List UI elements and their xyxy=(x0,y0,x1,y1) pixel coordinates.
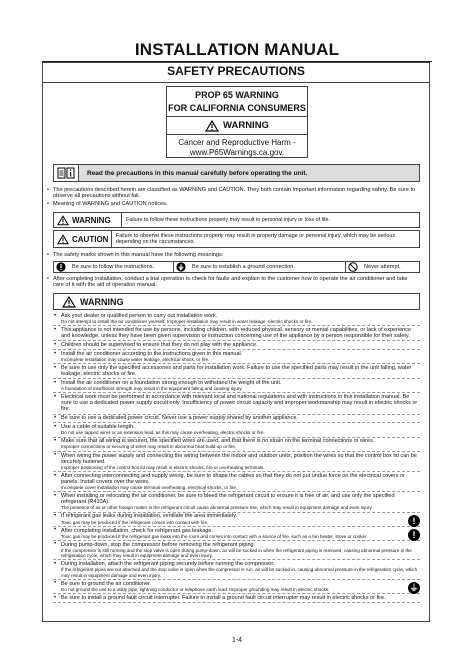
warning-item-detail: Do not attempt to install the air conditioner yourself. Improper installation may result in water leakage, electric shocks or fire. xyxy=(61,318,313,324)
warning-item-main: • Children should be supervised to ensure that they do not play with the appliance. xyxy=(61,341,258,348)
read-notice-bar xyxy=(53,164,420,182)
section-rule xyxy=(42,82,430,83)
warning-item xyxy=(53,560,420,579)
warning-item xyxy=(53,341,420,350)
warning-item-main: • Install the air conditioner according to the instructions given in this manual. xyxy=(61,350,243,357)
definition-caution-word: CAUTION xyxy=(72,234,109,244)
warning-item-main: • When installing or relocating the air conditioner, be sure to bleed the refrigerant circuit to ensure it is free of air, and use only the specified refrigerant (R410A). xyxy=(61,493,395,506)
warning-item xyxy=(53,350,420,364)
manual-info-icon xyxy=(54,165,79,181)
warning-item-detail: If the compressor is still running and the stop valve is open during pump-down, air will be sucked in when the refrigerant piping is removed, causing abnormal pressure in the refrigeration cycle, which may result in equipment damage and even injury. xyxy=(61,547,412,559)
prop65-line1: PROP 65 WARNING xyxy=(195,90,279,100)
warning-item xyxy=(53,312,420,326)
warning-item-detail: Incomplete installation may cause water leakage, electrical shock, or fire. xyxy=(61,356,210,362)
warning-item-main: • When wiring the power supply and connecting the wiring between the indoor and outdoor units, position the wires so that the control box lid can be securely fastened. xyxy=(61,452,417,465)
mark-follow-text: Be sure to follow the instructions. xyxy=(72,264,155,270)
warning-item-detail: Toxic gas may be produced if the refrigerant comes into contact with fire. xyxy=(61,519,209,525)
warning-item xyxy=(53,541,420,560)
mark-never xyxy=(346,262,419,272)
warning-item-main: • Make sure that all wiring is secured, the specified wires are used, and that there is no strain on the terminal connections or wires. xyxy=(61,438,375,445)
mark-ground xyxy=(174,262,346,272)
exclamation-circle-icon xyxy=(56,262,66,272)
warning-item xyxy=(53,438,420,452)
prop65-warning-label: WARNING xyxy=(223,120,269,131)
warning-item-detail: If the refrigerant pipes are not attached and the stop valve is open when the compressor is run, air will be sucked in, causing abnormal pressure in the refrigeration cycle, which may result in equipment damage and even injury. xyxy=(61,567,418,578)
warning-item xyxy=(53,472,420,492)
definition-caution-text: Failure to observe these instructions properly may result in property damage or personal injury, which may be serious depending on the circumstances. xyxy=(115,232,396,245)
warning-item-main: • Be sure to use only the specified accessories and parts for installation work. Failure to use the specified parts may result in the unit falling, water leakage, electric shocks or fire. xyxy=(61,365,412,378)
warning-item xyxy=(53,513,420,527)
warning-item-main: • Be sure to install a ground fault circuit interrupter. Failure to install a ground fault circuit interrupter may result in electric shocks or fire. xyxy=(61,594,386,601)
ground-icon: ⏚ xyxy=(409,583,419,594)
prop65-text1: Cancer and Reproductive Harm - xyxy=(178,138,296,147)
intro-bullet-2: • Meaning of WARNING and CAUTION notices. xyxy=(53,201,418,207)
definition-warning-row xyxy=(53,212,420,228)
manual-title: INSTALLATION MANUAL xyxy=(134,40,340,59)
warning-item xyxy=(53,326,420,341)
prop65-line2: FOR CALIFORNIA CONSUMERS xyxy=(168,103,306,113)
warning-triangle-icon xyxy=(57,215,69,226)
warning-item xyxy=(53,492,420,512)
warning-item-detail: Do not use tapped wires or an extension lead, as this may cause overheating, electric shocks or fire. xyxy=(61,430,265,436)
warning-heading-text: WARNING xyxy=(80,296,124,307)
warning-item-main: • After connecting interconnecting and supply wiring, be sure to shape the cables so that they do not put undue force on the electrical covers or panels. Install covers over the wires. xyxy=(61,472,405,485)
prohibited-icon xyxy=(348,262,358,272)
warning-item xyxy=(53,527,420,541)
warning-triangle-icon xyxy=(205,120,219,132)
warning-list xyxy=(53,312,420,603)
exclamation-circle-icon: ! xyxy=(408,515,420,527)
prop65-box xyxy=(166,86,308,158)
warning-heading-bar xyxy=(53,293,420,310)
warning-item-detail: Improper positioning of the control box lid may result in electric shocks, fire or overheating terminals. xyxy=(61,464,265,470)
mark-follow xyxy=(54,262,174,272)
warning-item-main: • Be sure to ground the air conditioner. xyxy=(61,580,152,587)
read-notice-text: Read the precautions in this manual carefully before operating the unit. xyxy=(87,169,308,177)
warning-item-detail: A foundation of insufficient strength may result in the equipment falling and causing injury. xyxy=(61,386,243,392)
warning-item-main: • During installation, attach the refrigerant piping securely before running the compressor. xyxy=(61,561,275,568)
prop65-warning-bar xyxy=(167,116,307,135)
warning-item-main: • During pump-down, stop the compressor before removing the refrigerant piping. xyxy=(61,541,256,548)
mark-ground-text: Be sure to establish a ground connection. xyxy=(192,264,295,270)
warning-item xyxy=(53,452,420,472)
definition-warning-label xyxy=(54,213,122,227)
marks-intro: • The safety marks shown in this manual have the following meanings: xyxy=(53,252,418,258)
warning-item xyxy=(53,594,420,603)
definition-warning-word: WARNING xyxy=(72,215,111,225)
ground-icon xyxy=(176,262,186,272)
warning-item xyxy=(53,393,420,414)
page-number: 1-4 xyxy=(231,637,243,644)
warning-item-detail: Incomplete cover installation may cause terminal overheating, electrical shocks, or fire. xyxy=(61,485,238,491)
warning-item-detail: Do not ground the unit to a utility pipe, lightning conductor or telephone earth lead. Improper grounding may result in electric shocks. xyxy=(61,586,330,592)
warning-item xyxy=(53,379,420,393)
warning-triangle-icon xyxy=(57,234,69,245)
after-install-note: • After completing installation, conduct a trial operation to check for faults and explain to the customer how to operate the air conditioner and take care of it with the aid of operation manual. xyxy=(53,276,418,289)
warning-item-detail: The presence of air or other foreign matter in the refrigerant circuit cause abnormal pressure rise, which may result in equipment damage and even injury. xyxy=(61,505,373,511)
warning-item-main: • If refrigerant gas leaks during installation, ventilate the area immediately. xyxy=(61,513,237,520)
safety-marks-row xyxy=(53,261,420,273)
exclamation-circle-icon: ! xyxy=(408,529,420,541)
warning-item-detail: Improper connections or securing of wires may result in abnormal heat build-up or fire. xyxy=(61,444,237,450)
warning-item-main: • After completing installation, check for refrigerant gas leakage. xyxy=(61,527,213,534)
warning-item-detail: Toxic gas may be produced if the refrigerant gas leaks into the room and comes into contact with a source of fire, such as a fan heater, stove or cooker. xyxy=(61,533,368,539)
warning-item xyxy=(53,364,420,379)
intro-bullet-1: • The precautions described herein are classified as WARNING and CAUTION. They both contain important information regarding safety. Be sure to observe all precautions without fail. xyxy=(53,187,418,200)
warning-triangle-icon xyxy=(62,296,76,308)
warning-item-main: • This appliance is not intended for use by persons, including children, with reduced physical, sensory or mental capabilities, or lack of experience and knowledge, unless they have been given supervision or instruction concerning use of the appliance by a person responsible for their safety. xyxy=(61,326,412,340)
warning-item-main: • Electrical work must be performed in accordance with relevant local and national regulations and with instructions in this installation manual. Be sure to use a dedicated power supply circuit only. Insufficiency of power circuit capacity and improper workmanship may result in electric shocks or fire. xyxy=(61,394,418,413)
definition-warning-text: Failure to follow these instructions properly may result in personal injury or loss of life. xyxy=(126,216,331,223)
section-heading: SAFETY PRECAUTIONS xyxy=(167,64,305,78)
definition-caution-row xyxy=(53,230,420,248)
warning-item xyxy=(53,423,420,437)
warning-item-main: • Be sure to use a dedicated power circuit. Never use a power supply shared by another appliance. xyxy=(61,415,298,422)
warning-item-main: • Use a cable of suitable length. xyxy=(61,424,135,431)
warning-item xyxy=(53,580,420,594)
definition-caution-label xyxy=(54,231,112,247)
warning-item xyxy=(53,415,420,424)
warning-item-main: • Ask your dealer or qualified person to carry out installation work. xyxy=(61,312,218,319)
prop65-text2: www.P65Warnings.ca.gov. xyxy=(189,148,285,157)
mark-never-text: Never attempt. xyxy=(364,264,401,270)
warning-item-main: • Install the air conditioner on a foundation strong enough to withstand the weight of the unit. xyxy=(61,380,282,387)
